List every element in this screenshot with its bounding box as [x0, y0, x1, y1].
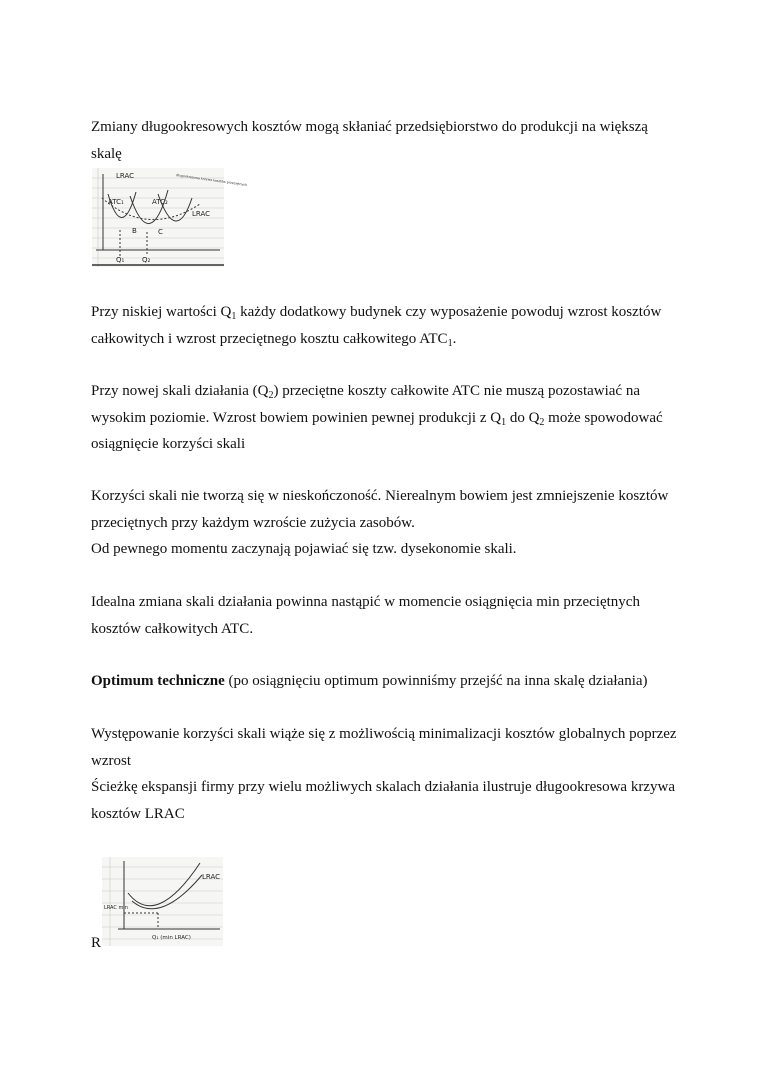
- fig1-label-atc2: ATC₂: [152, 198, 168, 206]
- fig1-handwritten-note: długookresowa krzywa kosztów przeciętnych: [175, 173, 248, 187]
- paragraph-q1: Przy niskiej wartości $Q_1$ każdy dodatkowy budynek czy wyposażenie powoduj wzrost kosztów całkowitych i wzrost przeciętnego kosztu całkowitego $ATC_1$.: [91, 304, 662, 349]
- fig1-label-lrac-right: LRAC: [192, 210, 211, 218]
- short-run-curve: [128, 863, 200, 906]
- trailing-letter: R: [91, 935, 102, 951]
- paragraph-ideal-change: Idealna zmiana skali działania powinna nastąpić w momencie osiągnięcia min przeciętnych kosztów całkowitych ATC.: [91, 594, 640, 637]
- fig1-label-c: C: [158, 228, 163, 236]
- fig1-label-q1: Q₁: [116, 256, 125, 264]
- paragraph-q2: Przy nowej skali działania $(Q_2)$ przeciętne koszty całkowite ATC nie muszą pozostawiać na wysokim poziomie. Wzrost bowiem powinien pewnej produkcji z $Q_1$ do $Q_2$ może spowodować osiągnięcie korzyści skali: [91, 383, 663, 452]
- paragraph-economies-limit: Korzyści skali nie tworzą się w nieskończoność. Nierealnym bowiem jest zmniejszenie kosztów przeciętnych przy każdym wzroście zużycia zasobów.: [91, 488, 669, 531]
- lrac-curve: [132, 875, 202, 909]
- paragraph-scale-benefits: Występowanie korzyści skali wiąże się z możliwością minimalizacji kosztów globalnych poprzez wzrost: [91, 726, 677, 769]
- fig1-label-lrac-top: LRAC: [116, 172, 135, 180]
- fig2-label-q-min: Q₁ (min LRAC): [152, 935, 191, 941]
- fig2-label-lrac-min: LRAC min: [104, 905, 128, 911]
- fig1-label-atc1: ATC₁: [108, 198, 124, 206]
- figure-cost-curves-sketch: [92, 168, 248, 267]
- paragraph-expansion-path: Ścieżkę ekspansji firmy przy wielu możliwych skalach działania ilustruje długookresowa krzywa kosztów LRAC: [91, 779, 675, 822]
- paragraph-technical-optimum: Optimum techniczne (po osiągnięciu optimum powinniśmy przejść na inna skalę działania): [91, 673, 648, 689]
- fig1-label-q2: Q₂: [142, 256, 151, 264]
- paragraph-intro: Zmiany długookresowych kosztów mogą skłaniać przedsiębiorstwo do produkcji na większą skalę: [91, 119, 648, 162]
- fig1-label-b: B: [132, 227, 137, 235]
- term-technical-optimum: Optimum techniczne: [91, 673, 225, 689]
- paragraph-diseconomies: Od pewnego momentu zaczynają pojawiać się tzw. dysekonomie skali.: [91, 541, 517, 557]
- fig2-label-lrac: LRAC: [202, 873, 221, 881]
